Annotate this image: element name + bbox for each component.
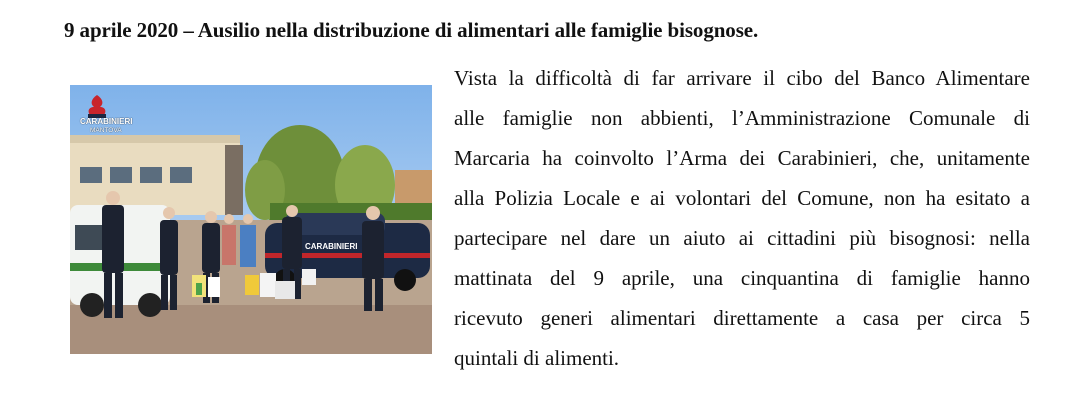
body-line: alla Polizia Locale e ai volontari del Comune, non ha esitato a (454, 186, 1030, 210)
logo-line2: MANTOVA (90, 127, 122, 134)
body-line: partecipare nel dare un aiuto ai cittadini più bisognosi: nella (454, 226, 1030, 250)
body-line: quintali di alimenti. (454, 346, 620, 370)
carabinieri-flame-icon (82, 93, 112, 119)
car-text: CARABINIERI (305, 242, 358, 251)
article-heading: 9 aprile 2020 – Ausilio nella distribuzione di alimentari alle famiglie bisognose. (64, 18, 759, 42)
body-line: ricevuto generi alimentari direttamente a casa per circa 5 (454, 306, 1030, 330)
body-line: mattinata del 9 aprile, una cinquantina di famiglie hanno (454, 266, 1030, 290)
body-line: Vista la difficoltà di far arrivare il cibo del Banco Alimentare (454, 66, 1030, 90)
body-line: alle famiglie non abbienti, l’Amministrazione Comunale di (454, 106, 1030, 130)
logo-line1: CARABINIERI (80, 117, 133, 126)
article-body (454, 58, 1030, 378)
logo-text (80, 117, 132, 135)
body-line: Marcaria ha coinvolto l’Arma dei Carabinieri, che, unitamente (454, 146, 1030, 170)
article-photo (70, 85, 432, 354)
